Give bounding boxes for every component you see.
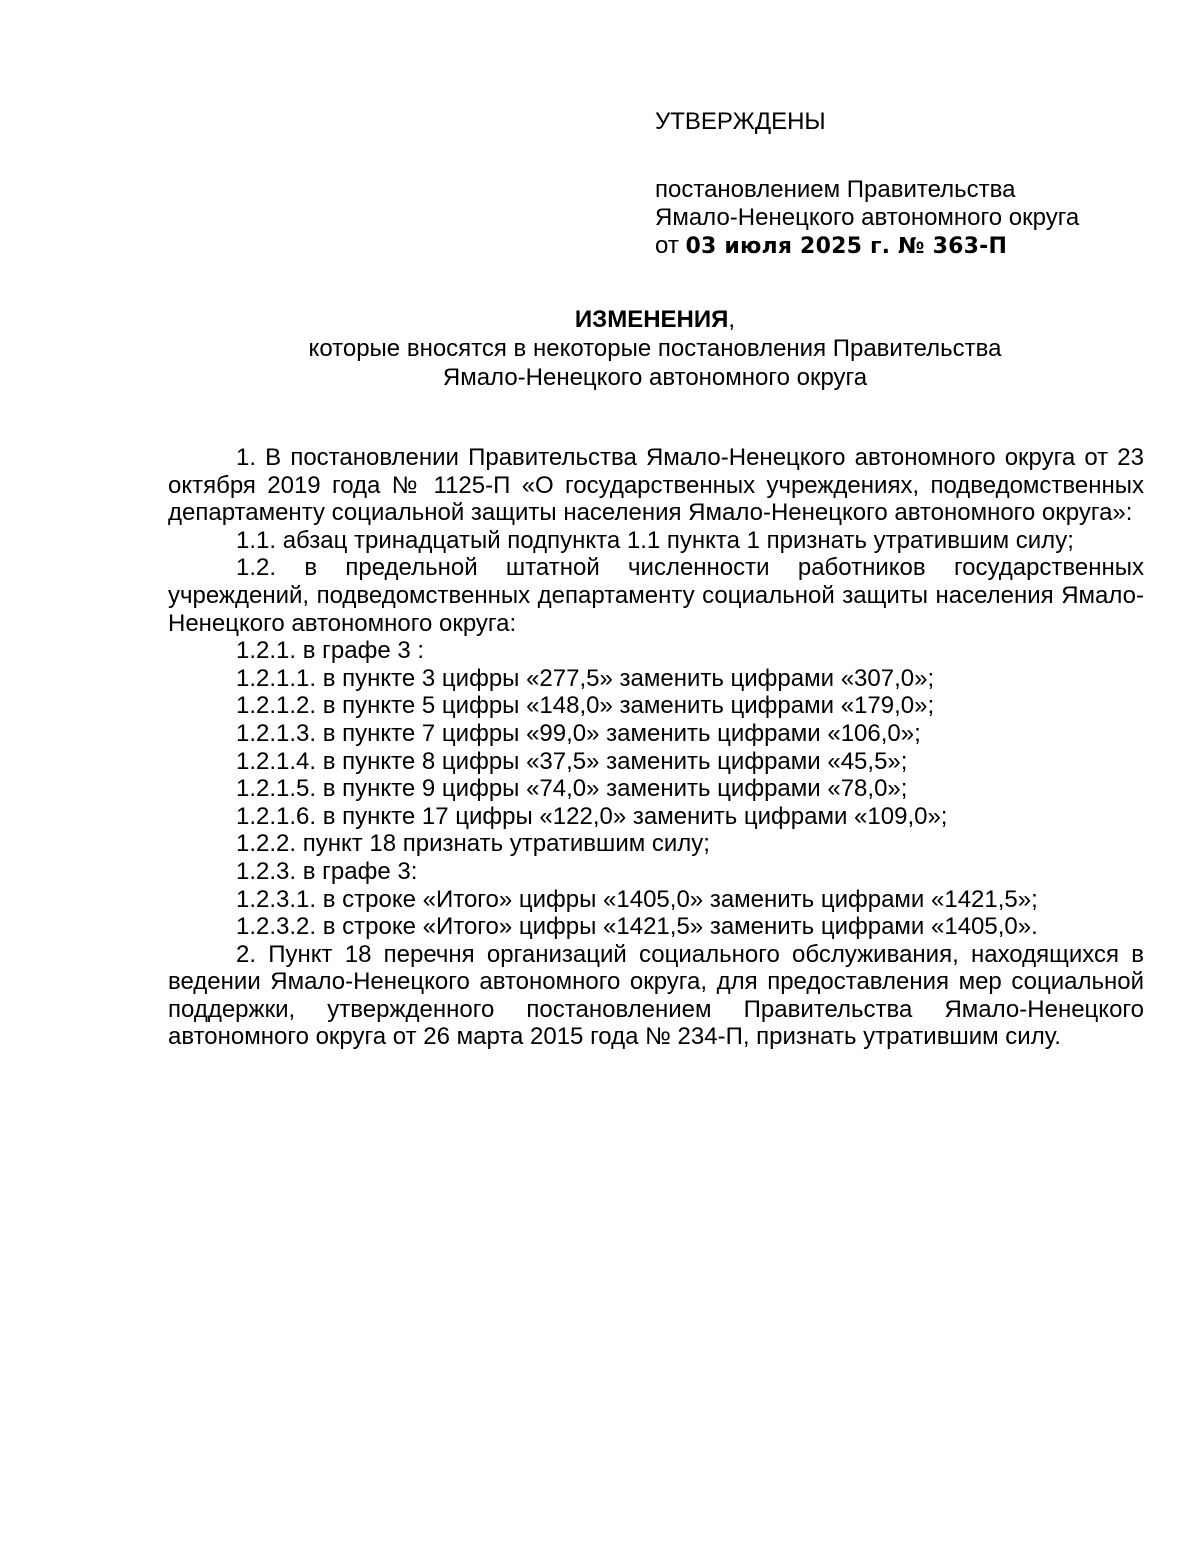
- paragraph-1-2-1-2: 1.2.1.2. в пункте 5 цифры «148,0» заменить цифрами «179,0»;: [236, 692, 935, 720]
- paragraph-2: 2. Пункт 18 перечня организаций социального обслуживания, находящихся в ведении Ямало-Ненецкого автономного округа, для предоставления мер социальной поддержки, утвержденного постановлением Правительства Ямало-Ненецкого автономного округа от 26 марта 2015 года № 234-П, признать утратившим силу.: [168, 940, 1144, 1051]
- approval-stamp: УТВЕРЖДЕНЫ: [655, 108, 826, 135]
- paragraph-1-2-1-3: 1.2.1.3. в пункте 7 цифры «99,0» заменить цифрами «106,0»;: [236, 719, 921, 747]
- approval-date-number: 03 июля 2025 г. № 363-П: [685, 234, 1008, 259]
- paragraph-1-2-1-1: 1.2.1.1. в пункте 3 цифры «277,5» заменить цифрами «307,0»;: [236, 664, 935, 692]
- paragraph-1-2-1-5: 1.2.1.5. в пункте 9 цифры «74,0» заменить цифрами «78,0»;: [236, 775, 908, 803]
- paragraph-1-2-2: 1.2.2. пункт 18 признать утратившим силу;: [236, 830, 710, 858]
- approval-date-prefix: от: [655, 232, 679, 259]
- approval-date-line: [655, 232, 1155, 261]
- title-heading-line: [170, 305, 1140, 334]
- paragraph-1-2: 1.2. в предельной штатной численности работников государственных учреждений, подведомственных департаменту социальной защиты населения Ямало-Ненецкого автономного округа:: [168, 554, 1144, 637]
- paragraph-1-2-3-2: 1.2.3.2. в строке «Итого» цифры «1421,5» заменить цифрами «1405,0».: [236, 913, 1038, 941]
- title-heading: ИЗМЕНЕНИЯ: [574, 306, 729, 333]
- paragraph-1-2-1: 1.2.1. в графе 3 :: [236, 637, 425, 665]
- title-line-2: Ямало-Ненецкого автономного округа: [442, 364, 868, 391]
- title-line-1: которые вносятся в некоторые постановления Правительства: [308, 335, 1002, 362]
- approval-line-2: Ямало-Ненецкого автономного округа: [655, 204, 1080, 231]
- approval-line-1: постановлением Правительства: [655, 176, 1016, 203]
- paragraph-1: 1. В постановлении Правительства Ямало-Ненецкого автономного округа от 23 октября 2019 года № 1125-П «О государственных учреждениях, подведомственных департаменту социальной защиты населения Ямало-Ненецкого автономного округа»:: [168, 444, 1144, 527]
- paragraph-1-2-3: 1.2.3. в графе 3:: [236, 857, 418, 885]
- paragraph-1-2-1-6: 1.2.1.6. в пункте 17 цифры «122,0» заменить цифрами «109,0»;: [236, 802, 948, 830]
- document-body: [168, 444, 1144, 1051]
- document-title: [170, 305, 1140, 392]
- paragraph-1-2-1-4: 1.2.1.4. в пункте 8 цифры «37,5» заменить цифрами «45,5»;: [236, 747, 908, 775]
- approval-block: [655, 108, 1155, 261]
- paragraph-1-1: 1.1. абзац тринадцатый подпункта 1.1 пункта 1 признать утратившим силу;: [236, 526, 1074, 554]
- title-heading-suffix: ,: [728, 306, 736, 333]
- paragraph-1-2-3-1: 1.2.3.1. в строке «Итого» цифры «1405,0» заменить цифрами «1421,5»;: [236, 885, 1038, 913]
